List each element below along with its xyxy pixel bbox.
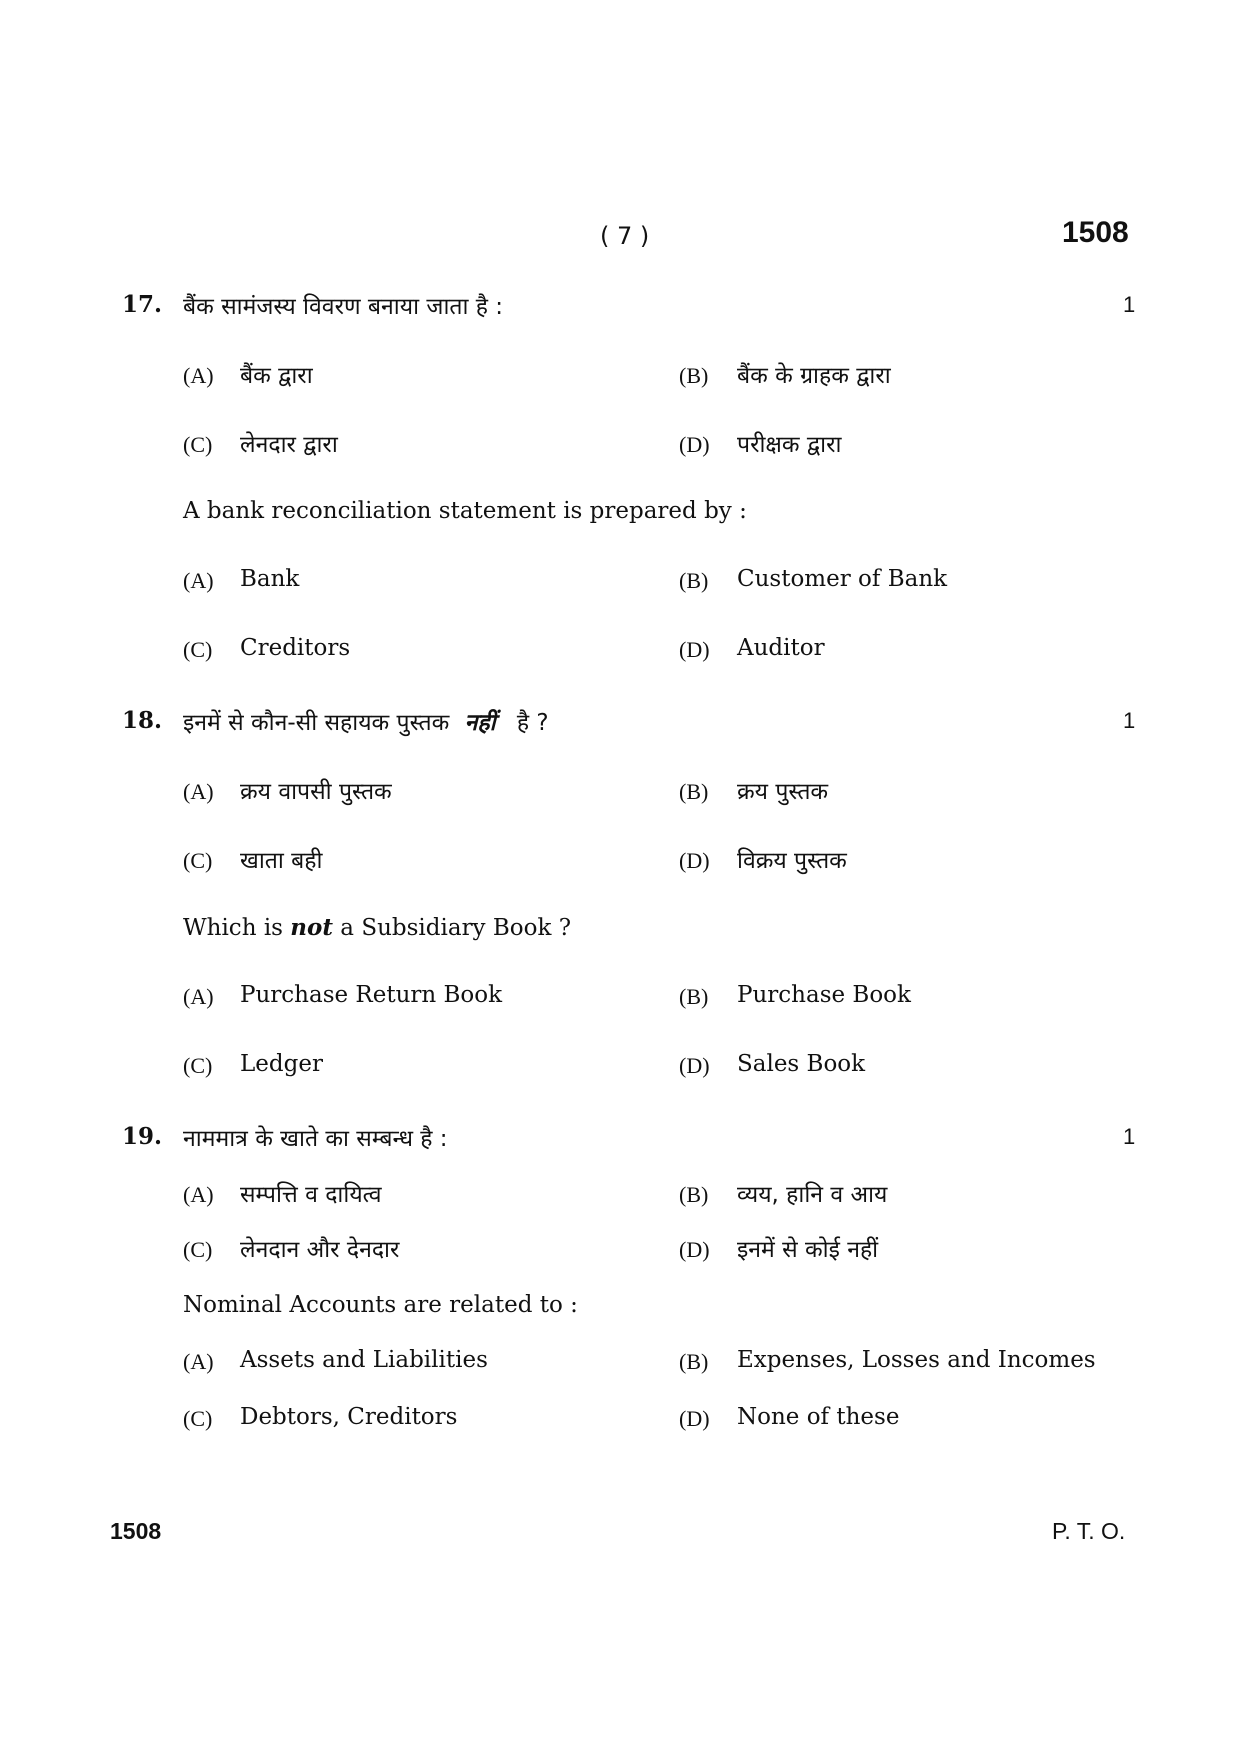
- option-text-english: Purchase Return Book: [240, 982, 503, 1008]
- option-text-english: Creditors: [240, 635, 351, 661]
- option-text-hindi: विक्रय पुस्तक: [737, 848, 847, 874]
- marks-label: 1: [1123, 708, 1136, 733]
- question-number: 19.: [122, 1123, 163, 1150]
- pto-label: P. T. O.: [1052, 1518, 1126, 1544]
- option-text-hindi: खाता बही: [240, 848, 323, 874]
- question-number: 17.: [122, 291, 163, 318]
- option-label: (C): [183, 1237, 213, 1262]
- option-label: (C): [183, 848, 213, 873]
- paper-code-footer: 1508: [110, 1518, 162, 1544]
- option-text-english: Customer of Bank: [737, 566, 948, 592]
- option-text-english: Auditor: [737, 635, 825, 661]
- option-label: (A): [183, 779, 214, 804]
- option-label: (B): [679, 568, 709, 593]
- option-text-english: Purchase Book: [737, 982, 911, 1008]
- question-number: 18.: [122, 707, 163, 734]
- question-stem-english: Nominal Accounts are related to :: [183, 1292, 578, 1318]
- option-text-hindi: क्रय पुस्तक: [737, 779, 829, 805]
- paper-code-header: 1508: [1062, 216, 1129, 249]
- question-stem-english: [183, 914, 571, 941]
- stem-emphasis: not: [290, 914, 333, 941]
- option-text-hindi: क्रय वापसी पुस्तक: [240, 779, 392, 805]
- option-label: (B): [679, 779, 709, 804]
- stem-text: a Subsidiary Book ?: [340, 915, 572, 941]
- option-text-hindi: व्यय, हानि व आय: [737, 1182, 888, 1208]
- option-text-hindi: बैंक द्वारा: [240, 363, 313, 389]
- option-text-english: Debtors, Creditors: [240, 1404, 458, 1430]
- option-text-hindi: सम्पत्ति व दायित्व: [240, 1182, 382, 1208]
- option-text-english: Expenses, Losses and Incomes: [737, 1347, 1096, 1373]
- question-stem-hindi: नाममात्र के खाते का सम्बन्ध है :: [183, 1126, 448, 1152]
- option-label: (D): [679, 432, 710, 457]
- stem-text: इनमें से कौन-सी सहायक पुस्तक: [183, 710, 450, 736]
- option-text-english: Assets and Liabilities: [240, 1347, 488, 1373]
- option-text-hindi: लेनदान और देनदार: [240, 1237, 400, 1263]
- option-label: (C): [183, 432, 213, 457]
- marks-label: 1: [1123, 292, 1136, 317]
- marks-label: 1: [1123, 1124, 1136, 1149]
- option-label: (B): [679, 1182, 709, 1207]
- option-label: (D): [679, 848, 710, 873]
- option-label: (D): [679, 637, 710, 662]
- option-label: (C): [183, 637, 213, 662]
- stem-text: है ?: [516, 710, 549, 736]
- option-label: (A): [183, 568, 214, 593]
- option-label: (A): [183, 984, 214, 1009]
- option-text-english: Bank: [240, 566, 300, 592]
- option-text-english: Ledger: [240, 1051, 323, 1077]
- option-label: (D): [679, 1406, 710, 1431]
- option-label: (B): [679, 1349, 709, 1374]
- option-label: (D): [679, 1237, 710, 1262]
- option-text-english: Sales Book: [737, 1051, 866, 1077]
- page-number: ( 7 ): [600, 222, 650, 250]
- option-text-hindi: इनमें से कोई नहीं: [737, 1237, 879, 1263]
- option-label: (A): [183, 1349, 214, 1374]
- option-label: (B): [679, 363, 709, 388]
- option-text-hindi: परीक्षक द्वारा: [737, 432, 842, 458]
- option-text-hindi: बैंक के ग्राहक द्वारा: [737, 363, 891, 389]
- option-label: (A): [183, 1182, 214, 1207]
- stem-emphasis: नहीं: [464, 710, 496, 736]
- option-label: (B): [679, 984, 709, 1009]
- question-stem-english: A bank reconciliation statement is prepared by :: [183, 498, 747, 524]
- question-stem-hindi: बैंक सामंजस्य विवरण बनाया जाता है :: [183, 294, 504, 320]
- option-text-hindi: लेनदार द्वारा: [240, 432, 338, 458]
- question-stem-hindi: [183, 705, 549, 737]
- option-label: (C): [183, 1053, 213, 1078]
- stem-text: Which is: [183, 915, 283, 941]
- option-label: (C): [183, 1406, 213, 1431]
- option-text-english: None of these: [737, 1404, 900, 1430]
- option-label: (A): [183, 363, 214, 388]
- option-label: (D): [679, 1053, 710, 1078]
